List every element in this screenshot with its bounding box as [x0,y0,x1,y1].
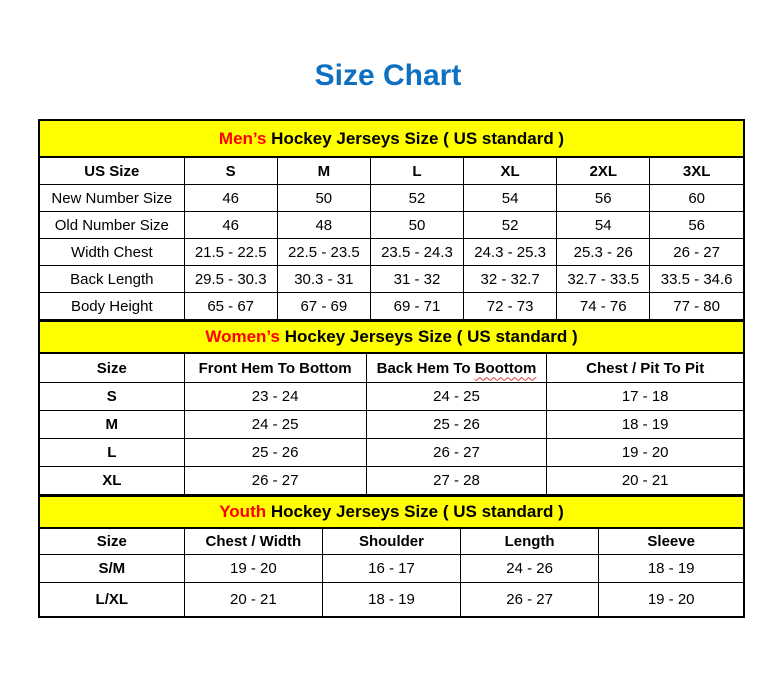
size-value: 52 [370,185,463,212]
womens-section-title: Hockey Jerseys Size ( US standard ) [279,327,578,346]
size-value: 26 - 27 [460,583,598,617]
size-value: 21.5 - 22.5 [184,239,277,266]
column-header: Size [40,354,184,383]
size-value: 27 - 28 [366,467,547,495]
size-value: 17 - 18 [547,383,743,411]
table-row [40,439,743,467]
table-row [40,555,743,583]
mens-section-highlight: Men’s [218,128,267,148]
column-header: Sleeve [599,529,743,555]
size-value: 46 [184,212,277,239]
size-value: 23 - 24 [184,383,366,411]
table-row [40,239,743,266]
size-value: 26 - 27 [650,239,743,266]
table-row [40,411,743,439]
row-label: Back Length [40,266,184,293]
size-value: 56 [650,212,743,239]
youth-section-title: Hockey Jerseys Size ( US standard ) [266,502,564,521]
size-value: 24.3 - 25.3 [464,239,557,266]
column-header: M [277,158,370,185]
header-row [40,158,743,185]
size-value: 32 - 32.7 [464,266,557,293]
size-value: 18 - 19 [323,583,461,617]
size-value: 18 - 19 [547,411,743,439]
size-value: 77 - 80 [650,293,743,320]
size-value: 26 - 27 [366,439,547,467]
youth-size-table [40,529,743,616]
misspelled-word: Boottom [474,359,537,377]
row-label: S [40,383,184,411]
size-value: 31 - 32 [370,266,463,293]
column-header: Chest / Width [184,529,322,555]
size-value: 50 [370,212,463,239]
womens-size-table [40,354,743,495]
size-value: 24 - 26 [460,555,598,583]
size-value: 54 [464,185,557,212]
row-label: S/M [40,555,184,583]
size-value: 16 - 17 [323,555,461,583]
size-value: 19 - 20 [184,555,322,583]
column-header: Shoulder [323,529,461,555]
row-label: Old Number Size [40,212,184,239]
table-row [40,583,743,617]
size-value: 65 - 67 [184,293,277,320]
column-header: S [184,158,277,185]
column-header: US Size [40,158,184,185]
size-value: 20 - 21 [547,467,743,495]
size-value: 54 [557,212,650,239]
youth-section-highlight: Youth [219,502,267,521]
row-label: L/XL [40,583,184,617]
column-header: Chest / Pit To Pit [547,354,743,383]
column-header: 3XL [650,158,743,185]
column-header: Front Hem To Bottom [184,354,366,383]
size-value: 72 - 73 [464,293,557,320]
size-chart [38,119,745,618]
size-value: 26 - 27 [184,467,366,495]
size-value: 23.5 - 24.3 [370,239,463,266]
size-value: 67 - 69 [277,293,370,320]
column-header: XL [464,158,557,185]
row-label: New Number Size [40,185,184,212]
size-value: 46 [184,185,277,212]
row-label: XL [40,467,184,495]
page-title: Size Chart [314,59,462,92]
size-value: 48 [277,212,370,239]
mens-section-header [40,121,743,158]
size-value: 32.7 - 33.5 [557,266,650,293]
column-header: 2XL [557,158,650,185]
table-row [40,467,743,495]
column-header: Back Hem To Boottom [366,354,547,383]
mens-size-table [40,158,743,320]
size-value: 33.5 - 34.6 [650,266,743,293]
size-value: 69 - 71 [370,293,463,320]
column-header: Length [460,529,598,555]
table-row [40,383,743,411]
size-value: 24 - 25 [366,383,547,411]
row-label: Width Chest [40,239,184,266]
column-header: L [370,158,463,185]
header-row [40,529,743,555]
header-row [40,354,743,383]
size-value: 24 - 25 [184,411,366,439]
size-value: 29.5 - 30.3 [184,266,277,293]
size-value: 50 [277,185,370,212]
size-value: 60 [650,185,743,212]
size-value: 22.5 - 23.5 [277,239,370,266]
size-value: 25 - 26 [184,439,366,467]
size-value: 52 [464,212,557,239]
table-row [40,293,743,320]
mens-section-title: Hockey Jerseys Size ( US standard ) [266,128,565,148]
table-row [40,266,743,293]
row-label: L [40,439,184,467]
size-value: 20 - 21 [184,583,322,617]
size-value: 25.3 - 26 [557,239,650,266]
size-value: 74 - 76 [557,293,650,320]
row-label: Body Height [40,293,184,320]
size-value: 25 - 26 [366,411,547,439]
youth-section-header [40,495,743,529]
column-header: Size [40,529,184,555]
row-label: M [40,411,184,439]
size-value: 19 - 20 [547,439,743,467]
table-row [40,185,743,212]
size-value: 56 [557,185,650,212]
table-row [40,212,743,239]
womens-section-highlight: Women’s [205,327,280,346]
womens-section-header [40,320,743,354]
size-value: 18 - 19 [599,555,743,583]
size-value: 30.3 - 31 [277,266,370,293]
size-value: 19 - 20 [599,583,743,617]
